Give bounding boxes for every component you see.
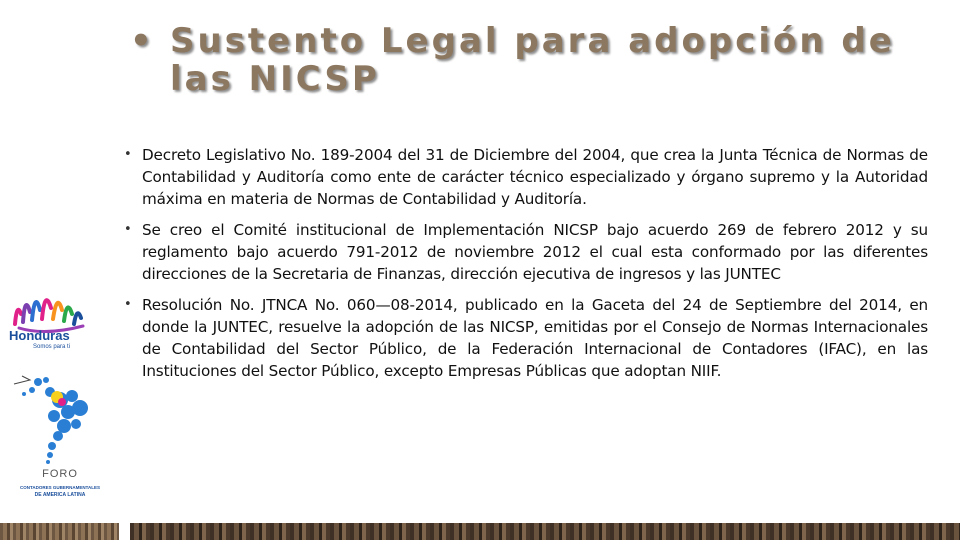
foro-map-graphic (10, 372, 110, 467)
foro-subtitle-2: DE AMERICA LATINA (34, 492, 86, 498)
bottom-texture-left (0, 523, 119, 540)
honduras-logo (5, 284, 93, 356)
honduras-wordmark: Honduras (9, 328, 70, 343)
bullet-dot: • (124, 222, 132, 237)
bullet-text: Decreto Legislativo No. 189-2004 del 31 de Diciembre del 2004, que crea la Junta Técnica de Normas de Contabilidad y Auditoría como ente de carácter técnico especializado y órgano supremo y la Autoridad máxima en materia de Normas de Contabilidad y Auditoría. (142, 146, 928, 208)
honduras-tagline: Somos para ti (33, 344, 71, 350)
bullet-item (122, 294, 928, 382)
slide-title-text: Sustento Legal para adopción de las NICSP (170, 21, 895, 99)
foro-title: FORO (42, 468, 78, 480)
bullet-text: Se creo el Comité institucional de Implementación NICSP bajo acuerdo 269 de febrero 2012 y su reglamento bajo acuerdo 791-2012 de noviembre 2012 el cual esta conformado por las diferentes direcciones de la Secretaria de Finanzas, dirección ejecutiva de ingresos y las JUNTEC (142, 221, 928, 283)
slide-title (128, 22, 948, 98)
bullet-dot: • (124, 147, 132, 162)
bottom-texture-band (0, 523, 960, 540)
bullet-item (122, 219, 928, 285)
title-bullet: • (130, 21, 155, 61)
bullet-item (122, 144, 928, 210)
bottom-texture-right (130, 523, 960, 540)
bullet-text: Resolución No. JTNCA No. 060—08-2014, publicado en la Gaceta del 24 de Septiembre del 2014, en donde la JUNTEC, resuelve la adopción de las NICSP, emitidas por el Consejo de Normas Internacionales de Contabilidad del Sector Público, de la Federación Internacional de Contadores (IFAC), en las Instituciones del Sector Público, excepto Empresas Públicas que adoptan NIIF. (142, 296, 928, 380)
foro-logo (10, 372, 110, 502)
bullet-list (122, 144, 928, 391)
bullet-dot: • (124, 297, 132, 312)
foro-subtitle-1: CONTADORES GUBERNAMENTALES (19, 485, 101, 490)
slide-title-block (128, 22, 948, 98)
